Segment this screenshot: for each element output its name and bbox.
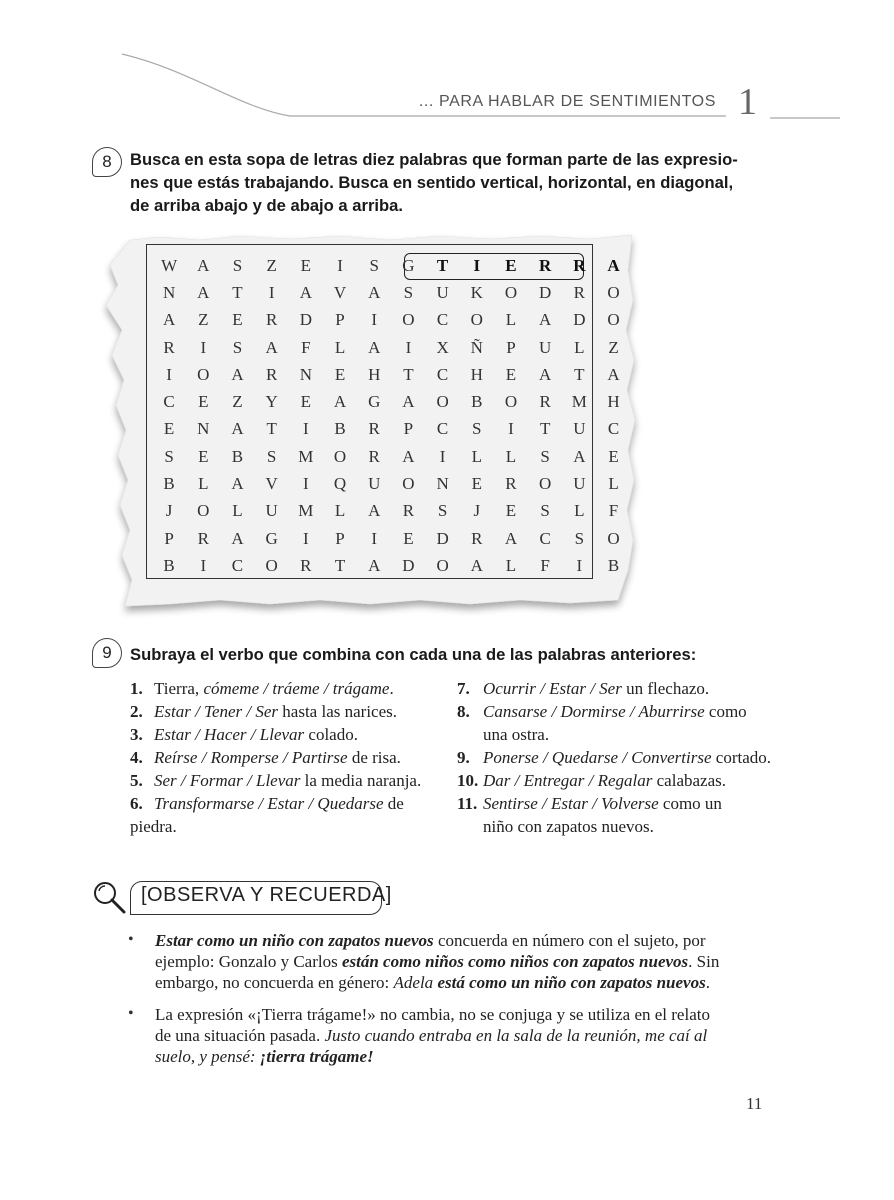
item-text: cortado. [711, 748, 772, 767]
grid-letter: U [368, 474, 381, 494]
verb-options: cómeme / tráeme / trágame [203, 679, 390, 698]
grid-letter: I [268, 282, 275, 302]
emphasis: está como un niño con zapatos nuevos [437, 973, 706, 992]
grid-row [152, 443, 631, 470]
grid-letter: M [571, 392, 587, 412]
observa-note-1 [155, 930, 755, 993]
note-text: de una situación pasada. [155, 1026, 325, 1045]
grid-letter: E [505, 501, 517, 521]
grid-letter: L [574, 501, 585, 521]
item-continuation: niño con zapatos nuevos. [483, 816, 654, 836]
exercise-item [457, 793, 722, 838]
verb-options: Ocurrir / Estar / Ser [483, 679, 622, 698]
grid-letter: H [368, 364, 381, 384]
grid-letter: B [607, 555, 620, 575]
grid-letter: S [232, 337, 243, 357]
grid-letter: D [402, 555, 415, 575]
instruction-line: de arriba abajo y de abajo a arriba. [130, 196, 403, 215]
item-text: de [383, 794, 404, 813]
grid-letter: R [197, 528, 209, 548]
grid-letter: L [334, 337, 346, 357]
grid-letter: C [607, 419, 620, 439]
grid-row [152, 525, 631, 552]
item-text: hasta las narices. [278, 702, 397, 721]
grid-letter: D [573, 310, 586, 330]
chapter-number: 1 [738, 81, 757, 123]
grid-letter: B [334, 419, 346, 439]
item-number: 11. [457, 794, 478, 813]
exercise-item [457, 701, 747, 746]
item-number: 10. [457, 771, 479, 790]
grid-letter: J [473, 501, 481, 521]
grid-letter: D [436, 528, 449, 548]
running-head: ... PARA HABLAR DE SENTIMIENTOS [418, 93, 716, 110]
grid-letter: W [161, 255, 178, 275]
grid-letter: V [265, 474, 278, 494]
grid-letter: I [200, 555, 207, 575]
grid-letter: C [436, 364, 449, 384]
grid-letter: L [505, 446, 517, 466]
grid-letter: R [471, 528, 483, 548]
grid-letter: L [505, 310, 517, 330]
grid-letter: I [303, 419, 309, 439]
grid-letter: F [608, 501, 619, 521]
instruction-line: nes que estás trabajando. Busca en sentido vertical, horizontal, en diagonal, [130, 173, 734, 192]
grid-row [152, 307, 631, 334]
grid-letter: O [265, 555, 278, 575]
exercise-number: 8 [102, 152, 112, 171]
grid-letter: S [540, 501, 550, 521]
grid-letter: E [334, 364, 346, 384]
grid-letter: N [162, 282, 176, 302]
item-number: 5. [130, 771, 143, 790]
grid-letter: C [436, 419, 449, 439]
grid-letter: C [436, 310, 449, 330]
item-continuation: piedra. [130, 816, 177, 836]
exercise-item [130, 770, 421, 793]
item-number: 9. [457, 748, 470, 767]
verb-options: Ponerse / Quedarse / Convertirse [483, 748, 712, 767]
grid-letter: A [231, 474, 244, 494]
note-text: . Sin [688, 952, 720, 971]
verb-options: Estar / Tener / Ser [154, 702, 279, 721]
grid-letter: A [402, 446, 415, 466]
item-text: . [389, 679, 394, 698]
grid-letter: R [265, 310, 278, 330]
observa-title: [OBSERVA Y RECUERDA] [141, 884, 392, 906]
grid-letter: O [402, 310, 415, 330]
grid-letter: R [368, 446, 380, 466]
exercise-item [457, 678, 709, 701]
grid-letter: A [539, 310, 552, 330]
grid-letter: S [437, 501, 448, 521]
grid-letter: T [403, 364, 414, 384]
grid-letter: N [299, 364, 312, 384]
exercise-item [130, 793, 404, 838]
grid-letter: R [573, 255, 586, 275]
grid-letter: Z [608, 337, 619, 357]
grid-letter: O [607, 310, 620, 330]
grid-letter: S [540, 446, 550, 466]
grid-letter: V [333, 282, 347, 302]
grid-letter: N [436, 474, 449, 494]
item-number: 6. [130, 794, 143, 813]
item-text: la media naranja. [300, 771, 422, 790]
grid-letter: S [574, 528, 585, 548]
grid-letter: A [607, 364, 620, 384]
emphasis: Estar como un niño con zapatos nuevos [155, 931, 434, 950]
grid-row [152, 498, 631, 525]
grid-letter: S [266, 446, 277, 466]
grid-letter: A [607, 255, 620, 275]
grid-letter: Q [333, 474, 347, 494]
grid-letter: Z [198, 310, 209, 330]
grid-letter: C [539, 528, 551, 548]
item-continuation: una ostra. [483, 724, 550, 744]
grid-letter: E [198, 392, 209, 412]
grid-letter: I [405, 337, 412, 357]
grid-letter: A [197, 282, 210, 302]
item-text: como un [658, 794, 722, 813]
grid-letter: U [539, 337, 552, 357]
grid-row [152, 552, 631, 579]
note-text: ejemplo: Gonzalo y Carlos [155, 952, 342, 971]
grid-letter: R [539, 255, 552, 275]
grid-letter: E [608, 446, 619, 466]
grid-letter: E [232, 310, 243, 330]
grid-row [152, 416, 631, 443]
exercise-item [130, 678, 394, 701]
exercise-item [130, 747, 401, 770]
grid-letter: X [436, 337, 449, 357]
item-text: de risa. [347, 748, 401, 767]
grid-row [152, 334, 631, 361]
grid-letter: T [266, 419, 277, 439]
grid-letter: O [197, 364, 210, 384]
grid-letter: B [471, 392, 483, 412]
grid-letter: G [265, 528, 278, 548]
grid-letter: R [539, 392, 551, 412]
grid-letter: A [368, 555, 381, 575]
grid-letter: S [369, 255, 379, 275]
grid-letter: O [607, 282, 620, 302]
grid-letter: O [539, 474, 552, 494]
grid-letter: T [232, 282, 243, 302]
item-text: Tierra, [154, 679, 204, 698]
grid-letter: Y [265, 392, 278, 412]
grid-letter: I [371, 528, 378, 548]
grid-letter: H [607, 392, 620, 412]
grid-letter: S [164, 446, 174, 466]
exercise-number: 9 [102, 643, 112, 662]
item-text: colado. [304, 725, 358, 744]
grid-letter: A [231, 364, 244, 384]
grid-letter: B [231, 446, 244, 466]
grid-row [152, 279, 631, 306]
note-text: concuerda en número con el sujeto, por [433, 931, 706, 950]
grid-letter: I [303, 528, 309, 548]
grid-letter: I [508, 419, 514, 439]
grid-letter: P [506, 337, 516, 357]
grid-letter: S [403, 282, 414, 302]
grid-letter: B [163, 555, 175, 575]
bullet: • [128, 1005, 134, 1022]
item-text: un flechazo. [621, 679, 710, 698]
grid-letter: T [574, 364, 585, 384]
grid-letter: I [473, 255, 481, 275]
bullet: • [128, 931, 134, 948]
grid-letter: A [470, 555, 483, 575]
grid-letter: C [231, 555, 244, 575]
grid-letter: A [299, 282, 312, 302]
grid-letter: I [439, 446, 446, 466]
grid-letter: E [505, 255, 517, 275]
grid-letter: R [163, 337, 175, 357]
grid-letter: E [505, 364, 517, 384]
item-number: 2. [130, 702, 143, 721]
observa-note-2 [155, 1004, 755, 1067]
grid-letter: F [540, 555, 550, 575]
grid-letter: R [505, 474, 517, 494]
grid-letter: M [298, 501, 314, 521]
verb-options: Sentirse / Estar / Volverse [483, 794, 659, 813]
grid-letter: J [165, 501, 173, 521]
emphasis: ¡tierra trágame! [259, 1047, 374, 1066]
item-text: calabazas. [652, 771, 726, 790]
grid-letter: T [436, 255, 449, 275]
grid-letter: E [163, 419, 175, 439]
grid-letter: M [298, 446, 314, 466]
grid-letter: E [403, 528, 414, 548]
grid-letter: A [402, 392, 415, 412]
note-text: embargo, no concuerda en género: [155, 973, 394, 992]
grid-letter: A [573, 446, 586, 466]
grid-row [152, 252, 631, 279]
grid-letter: O [504, 282, 518, 302]
item-number: 7. [457, 679, 470, 698]
grid-letter: F [301, 337, 311, 357]
grid-letter: O [402, 474, 415, 494]
grid-row [152, 361, 631, 388]
verb-options: Cansarse / Dormirse / Aburrirse [483, 702, 705, 721]
grid-letter: S [472, 419, 482, 439]
grid-letter: R [368, 419, 380, 439]
grid-row [152, 470, 631, 497]
grid-letter: P [335, 528, 345, 548]
verb-options: Dar / Entregar / Regalar [483, 771, 653, 790]
example: Justo cuando entraba en la sala de la reunión, me caí al [324, 1026, 708, 1045]
grid-letter: A [265, 337, 278, 357]
word-search-grid [152, 252, 631, 580]
verb-options: Estar / Hacer / Llevar [154, 725, 305, 744]
grid-letter: O [607, 528, 620, 548]
grid-letter: H [470, 364, 483, 384]
grid-letter: E [471, 474, 482, 494]
example: suelo, y pensé: [155, 1047, 260, 1066]
grid-row [152, 388, 631, 415]
grid-letter: P [164, 528, 174, 548]
grid-letter: O [333, 446, 347, 466]
grid-letter: D [539, 282, 552, 302]
grid-letter: E [300, 392, 312, 412]
grid-letter: T [539, 419, 551, 439]
exercise-item [130, 724, 358, 747]
grid-letter: A [539, 364, 552, 384]
grid-letter: O [470, 310, 483, 330]
grid-letter: A [333, 392, 347, 412]
grid-letter: L [574, 337, 585, 357]
grid-letter: Z [266, 255, 277, 275]
exercise-item [130, 701, 397, 724]
verb-options: Reírse / Romperse / Partirse [154, 748, 348, 767]
grid-letter: G [368, 392, 381, 412]
grid-letter: A [368, 282, 381, 302]
note-text: La expresión «¡Tierra trágame!» no cambia, no se conjuga y se utiliza en el relato [155, 1005, 710, 1024]
grid-letter: P [335, 310, 345, 330]
grid-letter: A [231, 419, 244, 439]
exercise-item [457, 770, 726, 793]
grid-letter: K [470, 282, 483, 302]
grid-letter: S [232, 255, 243, 275]
grid-letter: G [402, 255, 415, 275]
item-number: 1. [130, 679, 143, 698]
grid-letter: L [334, 501, 346, 521]
grid-letter: L [505, 555, 517, 575]
grid-letter: L [232, 501, 243, 521]
grid-letter: I [371, 310, 378, 330]
example: Adela [393, 973, 438, 992]
grid-letter: A [368, 337, 381, 357]
exercise-number-badge [92, 638, 122, 668]
grid-letter: A [162, 310, 176, 330]
item-number: 4. [130, 748, 143, 767]
grid-letter: U [436, 282, 449, 302]
grid-letter: U [573, 419, 586, 439]
grid-letter: R [265, 364, 278, 384]
grid-letter: T [334, 555, 346, 575]
grid-letter: A [231, 528, 244, 548]
grid-letter: R [300, 555, 312, 575]
grid-letter: P [403, 419, 414, 439]
grid-letter: O [504, 392, 518, 412]
page-number: 11 [746, 1094, 763, 1113]
grid-letter: U [573, 474, 586, 494]
grid-letter: B [163, 474, 175, 494]
grid-letter: E [198, 446, 209, 466]
grid-letter: O [436, 555, 449, 575]
grid-letter: U [265, 501, 278, 521]
grid-letter: A [504, 528, 518, 548]
exercise-9-instruction: Subraya el verbo que combina con cada una de las palabras anteriores: [130, 645, 697, 664]
grid-letter: I [576, 555, 583, 575]
magnifier-icon [88, 878, 128, 918]
grid-letter: Z [232, 392, 243, 412]
grid-letter: O [436, 392, 449, 412]
grid-letter: C [163, 392, 175, 412]
grid-letter: Ñ [470, 337, 483, 357]
grid-letter: R [402, 501, 415, 521]
grid-letter: L [198, 474, 209, 494]
grid-letter: O [197, 501, 210, 521]
grid-letter: L [471, 446, 482, 466]
item-number: 3. [130, 725, 143, 744]
grid-letter: I [200, 337, 207, 357]
grid-letter: A [368, 501, 381, 521]
grid-letter: I [303, 474, 309, 494]
item-text: como [704, 702, 747, 721]
note-text: . [705, 973, 710, 992]
grid-letter: R [573, 282, 586, 302]
exercise-item [457, 747, 771, 770]
verb-options: Ser / Formar / Llevar [154, 771, 301, 790]
grid-letter: D [299, 310, 312, 330]
verb-options: Transformarse / Estar / Quedarse [154, 794, 384, 813]
emphasis: están como niños como niños con zapatos nuevos [341, 952, 689, 971]
grid-letter: N [197, 419, 210, 439]
grid-letter: E [300, 255, 312, 275]
grid-letter: I [337, 255, 343, 275]
grid-letter: I [166, 364, 172, 384]
item-number: 8. [457, 702, 470, 721]
grid-letter: A [197, 255, 210, 275]
grid-letter: L [608, 474, 619, 494]
instruction-line: Busca en esta sopa de letras diez palabras que forman parte de las expresio- [130, 150, 738, 169]
